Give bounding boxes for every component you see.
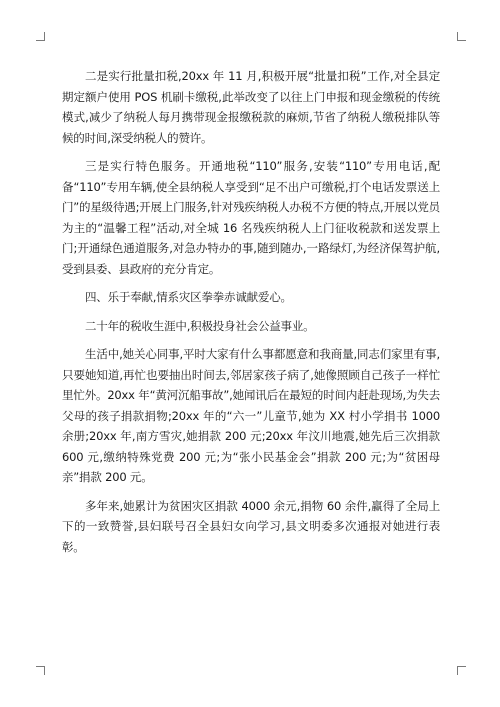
paragraph-daily-life: 生活中,她关心同事,平时大家有什么事都愿意和我商量,同志们家里有事,只要她知道,再忙也要抽出时间去,邻居家孩子病了,她像照顾自己孩子一样忙里忙外。20xx 年“黄河沉船事故”,她闻讯后在最短的时间内赶赴现场,为失去父母的孩子捐款捐物;20xx 年的“六一”儿童节,她为 XX 村小学捐书 1000 余册;20xx 年,南方雪灾,她捐款 200 元;20xx 年汶川地震,她先后三次捐款 600 元,缴纳特殊党费 200 元;为“张小民基金会”捐款 200 元;为“贫困母亲”捐款 200 元。 bbox=[62, 347, 440, 484]
paragraph-special-service: 三是实行特色服务。开通地税“110”服务,安装“110”专用电话,配备“110”专用车辆,使全县纳税人享受到“足不出户可缴税,打个电话发票送上门”的星级待遇;开展上门服务,针对残疾纳税人办税不方便的特点,开展以党员为主的“温馨工程”活动,对全城 16 名残疾纳税人上门征收税款和送发票上门;开通绿色通道服务,对急办特办的事,随到随办,一路绿灯,为经济保驾护航,受到县委、县政府的充分肯定。 bbox=[62, 159, 440, 276]
crop-mark-bottom-left bbox=[36, 666, 45, 675]
document-body bbox=[62, 66, 440, 557]
crop-mark-bottom-right bbox=[457, 666, 466, 675]
paragraph-summary: 多年来,她累计为贫困灾区捐款 4000 余元,捐物 60 余件,赢得了全局上下的一致赞誉,县妇联号召全县妇女向学习,县文明委多次通报对她进行表彰。 bbox=[62, 498, 440, 554]
paragraph-batch-tax: 二是实行批量扣税,20xx 年 11 月,积极开展“批量扣税”工作,对全县定期定额户使用 POS 机刷卡缴税,此举改变了以往上门申报和现金缴税的传统模式,减少了纳税人每月携带现金报缴税款的麻烦,节省了纳税人缴税排队等候的时间,深受纳税人的赞许。 bbox=[62, 69, 440, 145]
section-heading-dedication: 四、乐于奉献,情系灾区拳拳赤诚献爱心。 bbox=[85, 290, 292, 304]
crop-mark-top-right bbox=[457, 32, 466, 41]
crop-mark-top-left bbox=[36, 32, 45, 41]
paragraph-public-welfare: 二十年的税收生涯中,积极投身社会公益事业。 bbox=[85, 318, 315, 333]
